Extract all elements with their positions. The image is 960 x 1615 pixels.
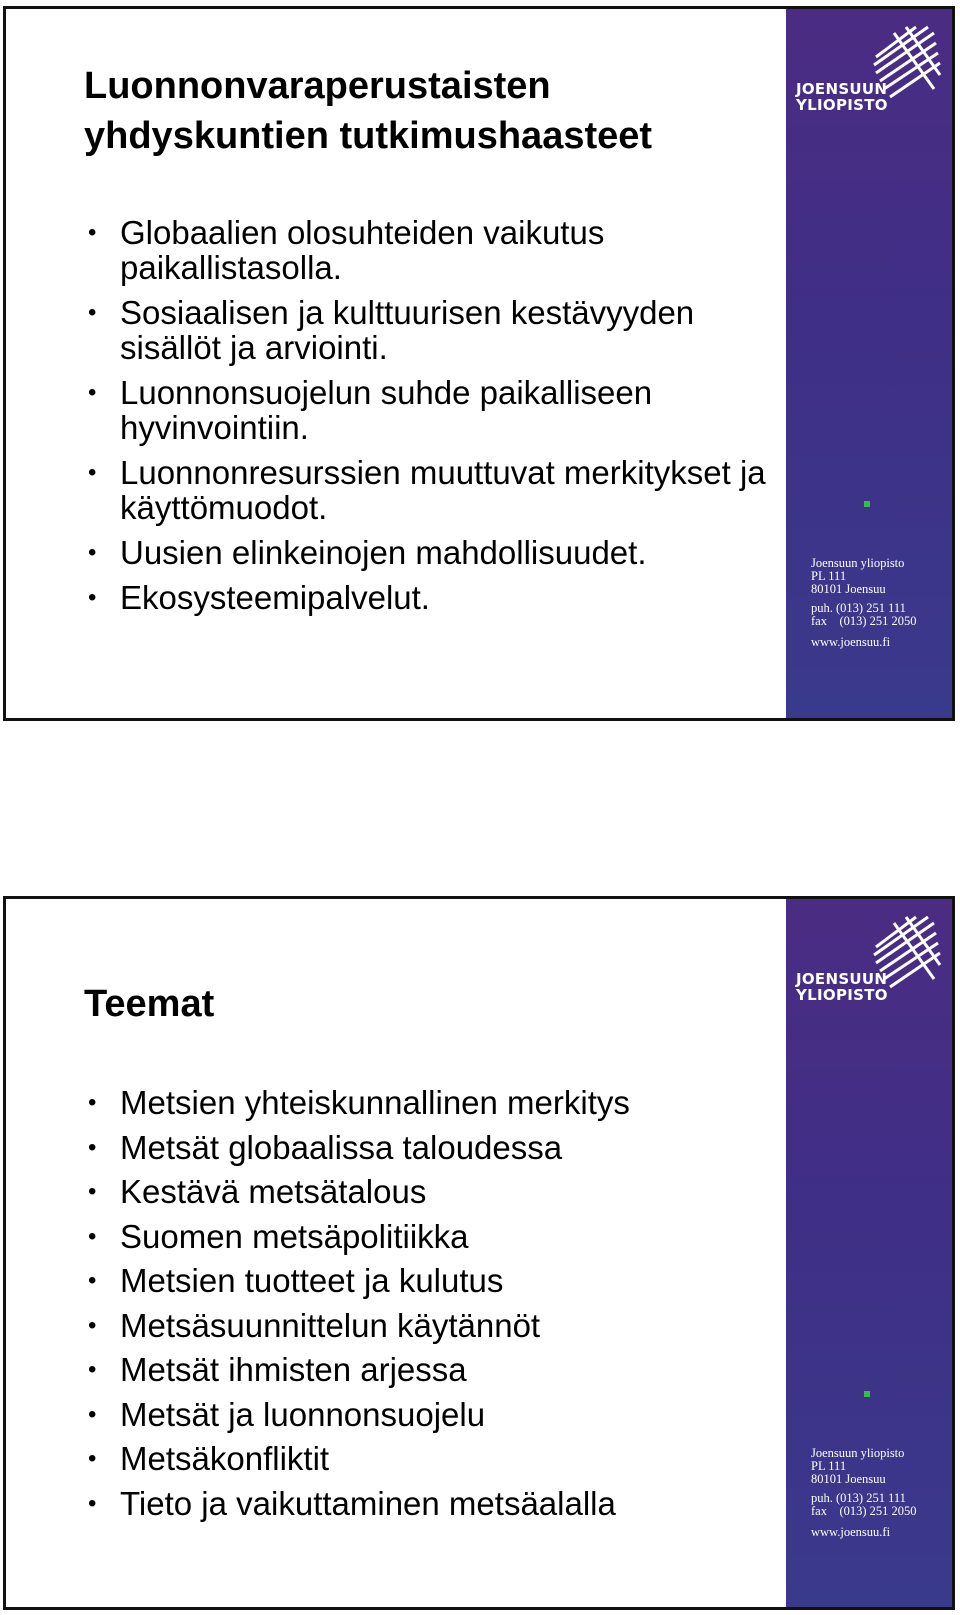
bullet-icon: • (88, 459, 97, 486)
bullet-icon: • (88, 1222, 97, 1250)
bullet-icon: • (88, 1133, 97, 1161)
list-item (84, 215, 774, 285)
bullet-icon: • (88, 219, 97, 246)
university-logo-text (796, 81, 888, 113)
bullet-icon: • (88, 1267, 97, 1294)
bullet-icon: • (88, 539, 97, 566)
phone-number: puh. (013) 251 111 (811, 601, 906, 615)
list-item (84, 580, 774, 615)
bullet-icon: • (88, 584, 97, 611)
slide-content (6, 899, 790, 1607)
list-item-text: Metsät ihmisten arjessa (120, 1351, 467, 1388)
bullet-icon: • (88, 379, 97, 406)
list-item-text: Metsät ja luonnonsuojelu (120, 1395, 486, 1433)
address-city: 80101 Joensuu (811, 1472, 886, 1486)
list-item (84, 1126, 774, 1171)
phone-number: puh. (013) 251 111 (811, 1491, 906, 1505)
list-item (84, 1304, 774, 1349)
list-item-text: Luonnonsuojelun suhde paikalliseen hyvinvointiin. (120, 374, 653, 446)
logo-line-2: YLIOPISTO (796, 96, 888, 114)
list-item-text: Sosiaalisen ja kulttuurisen kestävyyden sisällöt ja arviointi. (120, 294, 695, 366)
list-item-text: Suomen metsäpolitiikka (120, 1217, 469, 1255)
slide-1 (3, 6, 955, 721)
bullet-icon: • (88, 1489, 97, 1517)
list-item-text: Tieto ja vaikuttaminen metsäalalla (120, 1484, 616, 1522)
list-item (84, 1393, 774, 1438)
list-item-text: Uusien elinkeinojen mahdollisuudet. (120, 534, 647, 571)
address-box: PL 111 (811, 569, 847, 583)
slide-content (6, 9, 790, 718)
contact-info (811, 557, 917, 649)
bullet-icon: • (88, 299, 97, 326)
list-item (84, 1482, 774, 1527)
list-item-text: Metsäsuunnittelun käytännöt (120, 1306, 541, 1344)
address-name: Joensuun yliopisto (811, 1446, 905, 1460)
bullet-list (84, 215, 774, 625)
contact-info (811, 1447, 917, 1539)
list-item-text: Globaalien olosuhteiden vaikutus paikallistasolla. (120, 214, 605, 286)
fax-number: fax (013) 251 2050 (811, 614, 917, 628)
accent-square (864, 1391, 870, 1397)
address-city: 80101 Joensuu (811, 582, 886, 596)
bullet-icon: • (88, 1311, 97, 1339)
university-logo-text (796, 971, 888, 1003)
list-item-text: Ekosysteemipalvelut. (120, 579, 430, 616)
website-link[interactable]: www.joensuu.fi (811, 1525, 891, 1539)
bullet-icon: • (88, 1445, 97, 1472)
fax-number: fax (013) 251 2050 (811, 1504, 917, 1518)
slide-title: Teemat (84, 983, 215, 1025)
list-item (84, 455, 774, 525)
logo-line-1: JOENSUUN (796, 970, 888, 988)
list-item-text: Metsien yhteiskunnallinen merkitys (120, 1084, 630, 1121)
list-item (84, 535, 774, 570)
list-item (84, 1170, 774, 1215)
list-item (84, 1437, 774, 1482)
address-name: Joensuun yliopisto (811, 556, 905, 570)
list-item-text: Metsät globaalissa taloudessa (120, 1128, 563, 1166)
university-sidebar (786, 899, 952, 1607)
accent-square (864, 501, 870, 507)
list-item (84, 375, 774, 445)
bullet-icon: • (88, 1400, 97, 1428)
bullet-list (84, 1081, 774, 1526)
list-item-text: Kestävä metsätalous (120, 1173, 427, 1210)
list-item (84, 1081, 774, 1126)
slide-2 (3, 896, 955, 1610)
logo-line-1: JOENSUUN (796, 80, 888, 98)
bullet-icon: • (88, 1089, 97, 1116)
website-link[interactable]: www.joensuu.fi (811, 635, 891, 649)
list-item-text: Metsäkonfliktit (120, 1440, 330, 1477)
slide-title: Luonnonvaraperustaisten yhdyskuntien tutkimushaasteet (84, 65, 653, 157)
bullet-icon: • (88, 1178, 97, 1205)
list-item (84, 1259, 774, 1304)
list-item (84, 295, 774, 365)
list-item (84, 1215, 774, 1260)
address-box: PL 111 (811, 1459, 847, 1473)
logo-line-2: YLIOPISTO (796, 986, 888, 1004)
list-item-text: Luonnonresurssien muuttuvat merkitykset ja käyttömuodot. (120, 454, 766, 526)
list-item (84, 1348, 774, 1393)
list-item-text: Metsien tuotteet ja kulutus (120, 1262, 504, 1299)
university-sidebar (786, 9, 952, 718)
bullet-icon: • (88, 1356, 97, 1383)
